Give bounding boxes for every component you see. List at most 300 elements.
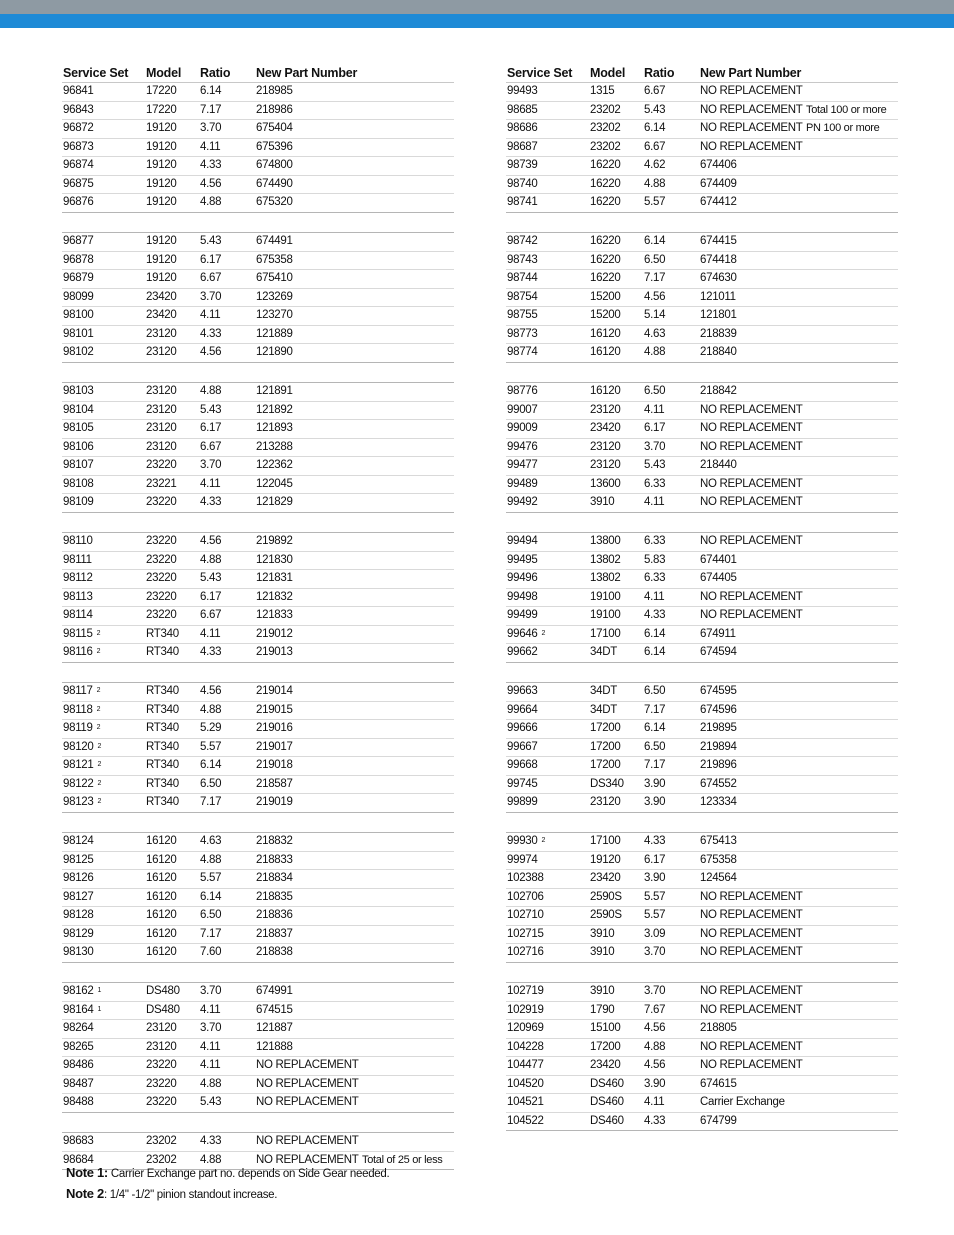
- new-part-number-cell: 124564: [700, 872, 737, 884]
- new-part-number-cell: NO REPLACEMENT: [700, 609, 803, 621]
- model-cell: 23420: [146, 290, 177, 303]
- header-new-part-number: New Part Number: [256, 66, 358, 80]
- service-set-cell: [507, 176, 537, 194]
- new-part-number-cell: NO REPLACEMENT: [700, 1059, 803, 1071]
- table-row: [62, 1057, 454, 1076]
- new-part-number-cell: 121832: [256, 590, 293, 603]
- model-cell: RT340: [146, 646, 179, 658]
- service-set-cell: [507, 120, 537, 138]
- left-parts-table: [62, 64, 454, 1170]
- service-set-value: 104477: [507, 1059, 544, 1071]
- ratio-cell: 6.17: [200, 253, 222, 266]
- service-set-value: 98113: [63, 590, 93, 603]
- ratio-cell: 6.50: [644, 385, 666, 397]
- service-set-cell: [507, 194, 537, 212]
- group-separator: [506, 363, 898, 384]
- table-row: [62, 402, 454, 421]
- ratio-cell: 6.17: [644, 422, 666, 434]
- model-cell: 23120: [590, 796, 621, 808]
- model-cell: 23221: [146, 477, 177, 490]
- model-cell: 3910: [590, 927, 615, 940]
- top-gray-band: [0, 0, 954, 14]
- model-cell: 19100: [590, 609, 621, 621]
- new-part-number-cell: 675404: [256, 122, 293, 134]
- model-cell: DS460: [590, 1096, 624, 1108]
- table-row: [62, 1076, 454, 1095]
- new-part-number-cell: 121888: [256, 1040, 293, 1053]
- ratio-cell: 6.33: [644, 572, 666, 584]
- table-row: [506, 552, 898, 571]
- footnotes: [66, 1163, 389, 1205]
- model-cell: 23120: [146, 1022, 177, 1034]
- model-cell: 23220: [146, 496, 177, 508]
- ratio-cell: 4.33: [200, 646, 222, 658]
- table-row: [506, 1094, 898, 1113]
- table-header: [506, 64, 898, 83]
- service-set-cell: [63, 1057, 93, 1075]
- model-cell: 3910: [590, 946, 615, 958]
- new-part-number-cell: 219012: [256, 627, 293, 640]
- service-set-cell: [63, 607, 93, 625]
- service-set-value: 102919: [507, 1003, 544, 1016]
- service-set-cell: [507, 533, 537, 551]
- service-set-value: 99664: [507, 703, 538, 716]
- service-set-cell: [63, 139, 93, 157]
- new-part-number-cell: 674406: [700, 159, 737, 171]
- ratio-cell: 3.70: [200, 1022, 222, 1034]
- model-cell: 13800: [590, 535, 621, 547]
- model-cell: 16220: [590, 159, 621, 171]
- model-cell: 16120: [146, 872, 177, 884]
- note-1: [66, 1163, 389, 1184]
- service-set-cell: [507, 494, 537, 512]
- ratio-cell: 5.43: [200, 235, 222, 247]
- service-set-value: 99646: [507, 627, 538, 640]
- service-set-value: 98265: [63, 1040, 94, 1053]
- table-row: [62, 739, 454, 758]
- ratio-cell: 4.11: [200, 477, 221, 490]
- new-part-number-cell: 121889: [256, 327, 293, 340]
- ratio-cell: 6.14: [644, 235, 666, 247]
- new-part-number-cell: 674515: [256, 1003, 293, 1016]
- service-set-cell: [507, 252, 537, 270]
- service-set-cell: [63, 102, 93, 120]
- ratio-cell: 4.33: [200, 1135, 222, 1147]
- service-set-value: 120969: [507, 1022, 544, 1034]
- model-cell: 34DT: [590, 646, 617, 658]
- footnote-marker: 1: [97, 987, 102, 994]
- service-set-cell: [63, 889, 93, 907]
- model-cell: RT340: [146, 722, 179, 734]
- service-set-value: 98110: [63, 535, 93, 547]
- table-row: [62, 944, 454, 963]
- new-part-number-cell: 218986: [256, 103, 293, 116]
- model-cell: 19120: [146, 196, 177, 208]
- ratio-cell: 6.67: [200, 609, 222, 621]
- service-set-value: 98487: [63, 1077, 94, 1090]
- table-row: [62, 720, 454, 739]
- service-set-cell: [507, 1039, 544, 1057]
- service-set-value: 96875: [63, 177, 94, 190]
- ratio-cell: 6.14: [644, 646, 666, 658]
- table-row: [62, 794, 454, 813]
- service-set-cell: [507, 739, 537, 757]
- ratio-cell: 4.56: [644, 1022, 666, 1034]
- service-set-cell: [507, 683, 537, 701]
- new-part-number-cell: 123270: [256, 309, 293, 321]
- new-part-number-cell: 121887: [256, 1022, 293, 1034]
- ratio-cell: 7.17: [200, 927, 222, 940]
- service-set-cell: [63, 907, 93, 925]
- model-cell: 23220: [146, 572, 177, 584]
- service-set-value: 98740: [507, 177, 538, 190]
- table-row: [506, 570, 898, 589]
- service-set-cell: [507, 607, 537, 625]
- table-row: [62, 833, 454, 852]
- footnote-marker: 2: [541, 629, 546, 637]
- service-set-value: 98773: [507, 327, 538, 340]
- model-cell: 23202: [590, 122, 621, 134]
- service-set-cell: [63, 194, 93, 212]
- service-set-value: 98124: [63, 835, 94, 847]
- group-separator: [506, 663, 898, 684]
- new-part-number-cell: 674630: [700, 272, 737, 284]
- new-part-number-cell: 674800: [256, 159, 293, 171]
- service-set-cell: [63, 289, 93, 307]
- new-part-number-cell: 674418: [700, 253, 737, 266]
- note-1-label: Note 1:: [66, 1165, 108, 1180]
- service-set-value: 98101: [63, 327, 94, 340]
- model-cell: 23120: [146, 346, 177, 358]
- service-set-value: 98104: [63, 403, 94, 416]
- new-part-number-cell: 675413: [700, 835, 737, 847]
- table-row: [62, 383, 454, 402]
- service-set-value: 98118: [63, 703, 93, 716]
- ratio-cell: 4.56: [200, 177, 222, 190]
- service-set-value: 98776: [507, 385, 538, 397]
- table-row: [62, 83, 454, 102]
- quantity-note: PN 100 or more: [806, 122, 880, 134]
- right-parts-table: [506, 64, 898, 1131]
- service-set-cell: [63, 533, 93, 551]
- new-part-number-cell: 219014: [256, 685, 293, 697]
- service-set-cell: [507, 289, 537, 307]
- new-part-number-cell: 218835: [256, 890, 293, 903]
- service-set-value: 99495: [507, 553, 538, 566]
- table-row: [506, 102, 898, 121]
- ratio-cell: 4.63: [644, 327, 666, 340]
- table-row: [506, 833, 898, 852]
- service-set-cell: [507, 626, 545, 644]
- service-set-value: 104521: [507, 1096, 544, 1108]
- ratio-cell: 4.56: [200, 346, 222, 358]
- service-set-value: 96873: [63, 140, 94, 153]
- service-set-value: 98162: [63, 985, 94, 997]
- table-row: [62, 194, 454, 213]
- ratio-cell: 7.17: [200, 103, 222, 116]
- table-row: [506, 120, 898, 139]
- service-set-cell: [507, 457, 537, 475]
- model-cell: 3910: [590, 496, 615, 508]
- service-set-cell: [63, 326, 93, 344]
- service-set-cell: [507, 702, 537, 720]
- ratio-cell: 7.17: [644, 272, 666, 284]
- service-set-value: 99668: [507, 759, 538, 771]
- new-part-number-cell: 674615: [700, 1077, 737, 1090]
- service-set-value: 102719: [507, 985, 544, 997]
- ratio-cell: 4.88: [200, 385, 222, 397]
- model-cell: 34DT: [590, 703, 617, 716]
- table-row: [62, 533, 454, 552]
- service-set-value: 98128: [63, 909, 94, 921]
- table-row: [62, 926, 454, 945]
- model-cell: 19120: [146, 235, 177, 247]
- table-row: [506, 870, 898, 889]
- table-row: [506, 702, 898, 721]
- model-cell: 13802: [590, 572, 621, 584]
- new-part-number-cell: 674409: [700, 177, 737, 190]
- ratio-cell: 5.43: [200, 403, 222, 416]
- ratio-cell: 7.17: [644, 759, 666, 771]
- quantity-note: Total of 25 or less: [362, 1153, 443, 1166]
- footnote-marker: 2: [96, 724, 101, 731]
- service-set-value: 96877: [63, 235, 94, 247]
- service-set-cell: [507, 944, 544, 962]
- service-set-cell: [63, 683, 100, 701]
- ratio-cell: 5.14: [644, 309, 666, 321]
- service-set-value: 98114: [63, 609, 93, 621]
- table-row: [506, 139, 898, 158]
- ratio-cell: 4.88: [200, 853, 222, 866]
- table-row: [506, 852, 898, 871]
- new-part-number-cell: Carrier Exchange: [700, 1096, 785, 1108]
- group-separator: [506, 813, 898, 834]
- new-part-number-cell: NO REPLACEMENT: [700, 590, 803, 603]
- ratio-cell: 3.70: [200, 122, 222, 134]
- table-row: [506, 589, 898, 608]
- service-set-value: 99974: [507, 853, 538, 866]
- service-set-cell: [507, 983, 544, 1001]
- table-row: [506, 344, 898, 363]
- model-cell: 2590S: [590, 909, 622, 921]
- ratio-cell: 6.14: [200, 890, 222, 903]
- ratio-cell: 4.11: [200, 309, 221, 321]
- header-model: Model: [146, 66, 182, 80]
- service-set-cell: [507, 420, 537, 438]
- service-set-cell: [507, 383, 537, 401]
- service-set-value: 98743: [507, 253, 538, 266]
- ratio-cell: 7.17: [644, 703, 666, 716]
- service-set-value: 98117: [63, 685, 93, 697]
- model-cell: RT340: [146, 685, 179, 697]
- table-row: [62, 757, 454, 776]
- ratio-cell: 4.62: [644, 159, 666, 171]
- service-set-cell: [507, 102, 537, 120]
- model-cell: 16120: [146, 890, 177, 903]
- model-cell: 16120: [590, 327, 621, 340]
- service-set-value: 98120: [63, 740, 94, 753]
- service-set-value: 98129: [63, 927, 94, 940]
- service-set-value: 96879: [63, 272, 94, 284]
- service-set-cell: [507, 570, 537, 588]
- service-set-cell: [507, 852, 537, 870]
- new-part-number-cell: 219895: [700, 722, 737, 734]
- ratio-cell: 3.70: [200, 459, 222, 471]
- table-row: [506, 439, 898, 458]
- table-row: [62, 570, 454, 589]
- group-separator: [62, 1113, 454, 1134]
- new-part-number-cell: 121829: [256, 496, 293, 508]
- ratio-cell: 3.09: [644, 927, 666, 940]
- footnote-marker: 2: [97, 742, 102, 750]
- ratio-cell: 4.88: [200, 553, 222, 566]
- service-set-cell: [63, 570, 93, 588]
- new-part-number-cell: 121892: [256, 403, 293, 416]
- group-separator: [62, 813, 454, 834]
- service-set-cell: [63, 757, 101, 775]
- ratio-cell: 4.56: [200, 685, 222, 697]
- group-separator: [62, 963, 454, 984]
- new-part-number-cell: NO REPLACEMENT: [700, 909, 803, 921]
- header-service-set: Service Set: [507, 66, 573, 80]
- service-set-value: 98121: [63, 759, 94, 771]
- service-set-cell: [63, 1039, 93, 1057]
- service-set-cell: [63, 833, 93, 851]
- ratio-cell: 6.67: [200, 440, 222, 453]
- table-row: [506, 1057, 898, 1076]
- table-row: [62, 644, 454, 663]
- model-cell: 23120: [146, 385, 177, 397]
- ratio-cell: 6.67: [644, 140, 666, 153]
- service-set-cell: [63, 120, 93, 138]
- table-row: [62, 270, 454, 289]
- service-set-cell: [63, 494, 93, 512]
- service-set-cell: [63, 270, 93, 288]
- table-row: [506, 983, 898, 1002]
- model-cell: DS340: [590, 777, 624, 790]
- service-set-value: 102706: [507, 890, 544, 903]
- group-separator: [506, 213, 898, 234]
- service-set-value: 96872: [63, 122, 94, 134]
- model-cell: 3910: [590, 985, 615, 997]
- service-set-cell: [507, 439, 537, 457]
- service-set-value: 102710: [507, 909, 544, 921]
- service-set-cell: [507, 1076, 544, 1094]
- table-row: [506, 1002, 898, 1021]
- service-set-cell: [507, 1094, 544, 1112]
- new-part-number-cell: NO REPLACEMENT: [256, 1096, 359, 1108]
- new-part-number-cell: 218836: [256, 909, 293, 921]
- service-set-value: 98127: [63, 890, 94, 903]
- model-cell: 13600: [590, 477, 621, 490]
- table-row: [62, 120, 454, 139]
- table-row: [506, 907, 898, 926]
- model-cell: DS480: [146, 1003, 180, 1016]
- new-part-number-cell: 121830: [256, 553, 293, 566]
- header-ratio: Ratio: [644, 66, 675, 80]
- service-set-cell: [63, 1094, 93, 1112]
- new-part-number-cell: 674415: [700, 235, 737, 247]
- service-set-cell: [63, 852, 93, 870]
- service-set-cell: [63, 720, 100, 738]
- ratio-cell: 6.17: [644, 853, 666, 866]
- new-part-number-cell: 674491: [256, 235, 293, 247]
- service-set-value: 99666: [507, 722, 538, 734]
- model-cell: 16120: [590, 385, 621, 397]
- model-cell: 23220: [146, 535, 177, 547]
- new-part-number-cell: 674405: [700, 572, 737, 584]
- ratio-cell: 4.88: [644, 346, 666, 358]
- ratio-cell: 6.33: [644, 477, 666, 490]
- service-set-cell: [507, 907, 544, 925]
- new-part-number-cell: NO REPLACEMENT: [700, 477, 803, 490]
- model-cell: 16220: [590, 196, 621, 208]
- service-set-cell: [63, 307, 93, 325]
- new-part-number-cell: 675410: [256, 272, 293, 284]
- table-row: [62, 889, 454, 908]
- service-set-cell: [507, 344, 537, 362]
- service-set-value: 96878: [63, 253, 94, 266]
- table-row: [62, 552, 454, 571]
- group-separator: [62, 213, 454, 234]
- service-set-cell: [63, 457, 93, 475]
- table-row: [62, 139, 454, 158]
- service-set-value: 98109: [63, 496, 94, 508]
- table-header: [62, 64, 454, 83]
- service-set-cell: [63, 644, 100, 662]
- ratio-cell: 6.14: [644, 722, 666, 734]
- service-set-cell: [507, 889, 544, 907]
- model-cell: 17200: [590, 1040, 621, 1053]
- service-set-value: 99663: [507, 685, 538, 697]
- model-cell: 23120: [146, 440, 177, 453]
- ratio-cell: 4.63: [200, 835, 222, 847]
- new-part-number-cell: 674594: [700, 646, 737, 658]
- ratio-cell: 4.33: [200, 327, 222, 340]
- service-set-value: 98685: [507, 103, 538, 116]
- new-part-number-cell: 219894: [700, 740, 737, 753]
- table-row: [506, 457, 898, 476]
- service-set-cell: [507, 644, 537, 662]
- table-row: [62, 494, 454, 513]
- new-part-number-cell: 218833: [256, 853, 293, 866]
- service-set-value: 98122: [63, 777, 94, 790]
- table-row: [506, 252, 898, 271]
- service-set-cell: [63, 383, 93, 401]
- ratio-cell: 5.57: [200, 740, 222, 753]
- ratio-cell: 5.43: [200, 1096, 222, 1108]
- model-cell: 17100: [590, 835, 621, 847]
- table-row: [506, 794, 898, 813]
- header-new-part-number: New Part Number: [700, 66, 802, 80]
- model-cell: 23120: [590, 459, 621, 471]
- service-set-cell: [63, 702, 100, 720]
- service-set-value: 99745: [507, 777, 538, 790]
- service-set-cell: [63, 589, 93, 607]
- service-set-cell: [507, 270, 537, 288]
- model-cell: 23220: [146, 459, 177, 471]
- ratio-cell: 7.17: [200, 796, 222, 808]
- service-set-cell: [507, 1002, 544, 1020]
- model-cell: RT340: [146, 627, 179, 640]
- ratio-cell: 4.33: [200, 496, 222, 508]
- new-part-number-cell: 674991: [256, 985, 293, 997]
- model-cell: 23220: [146, 590, 177, 603]
- ratio-cell: 4.11: [200, 1040, 221, 1053]
- new-part-number-cell: 121011: [700, 290, 736, 303]
- table-row: [506, 926, 898, 945]
- ratio-cell: 5.43: [644, 459, 666, 471]
